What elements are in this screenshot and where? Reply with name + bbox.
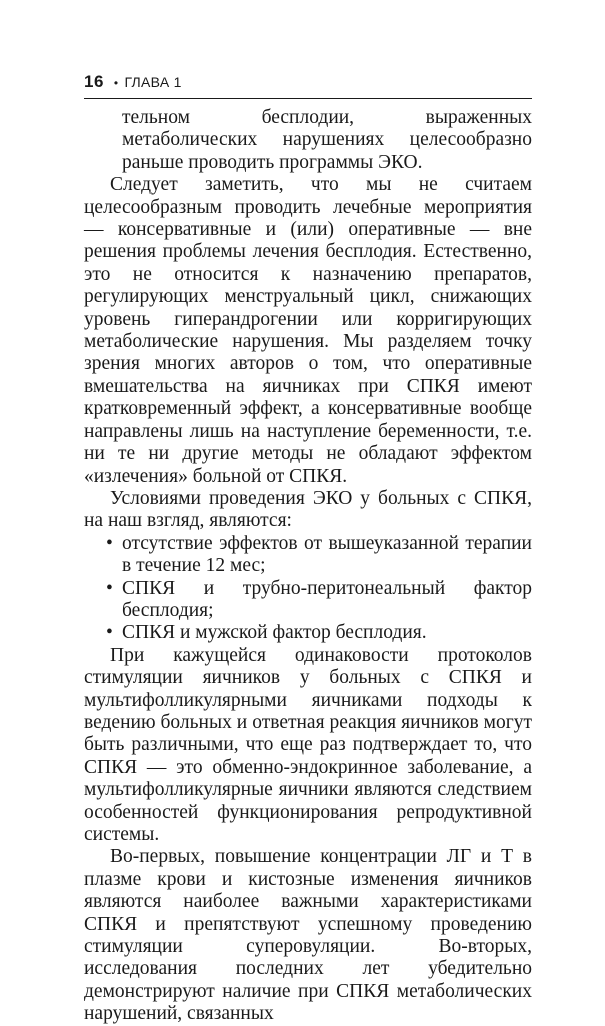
running-head	[84, 72, 532, 96]
paragraph: При кажущейся одинаковости протоколов стимуляции яичников у больных с СПКЯ и мультифолликулярными яичниками подходы к ведению больных и ответная реакция яичников могут быть различными, что еще раз подтверждает то, что СПКЯ — это обменно-эндокринное заболевание, а мультифолликулярные яичники являются следствием особенностей функционирования репродуктивной системы.	[84, 644, 532, 845]
header-bullet: •	[113, 76, 119, 90]
list-item-text: СПКЯ и мужской фактор бесплодия.	[122, 622, 427, 644]
header-rule	[84, 98, 532, 99]
paragraph: Следует заметить, что мы не считаем целесообразным проводить лечебные мероприятия — консервативные и (или) оперативные — вне решения проблемы лечения бесплодия. Естественно, это не относится к назначению препаратов, регулирующих менструальный цикл, снижающих уровень гиперандрогении или корригирующих метаболические нарушения. Мы разделяем точку зрения многих авторов о том, что оперативные вмешательства на яичниках при СПКЯ имеют кратковременный эффект, а консервативные вообще направлены лишь на наступление беременности, т.е. ни те ни другие методы не обладают эффектом «излечения» больной от СПКЯ.	[84, 174, 532, 487]
conditions-list	[84, 533, 532, 645]
page-number: 16	[84, 72, 104, 91]
paragraph-continued: тельном бесплодии, выраженных метаболических нарушениях целесообразно раньше проводить программы ЭКО.	[122, 107, 532, 173]
body-text	[84, 107, 532, 1026]
paragraph: Во-первых, повышение концентрации ЛГ и Т в плазме крови и кистозные изменения яичников являются наиболее важными характеристиками СПКЯ и препятствуют успешному проведению стимуляции суперовуляции. Во-вторых, исследования последних лет убедительно демонстрируют наличие при СПКЯ метаболических нарушений, связанных	[84, 846, 532, 1025]
list-item	[84, 622, 532, 644]
list-bullet: •	[106, 577, 113, 599]
paragraph: Условиями проведения ЭКО у больных с СПКЯ, на наш взгляд, являются:	[84, 487, 532, 532]
list-bullet: •	[106, 622, 113, 644]
book-page	[84, 72, 532, 1026]
list-item	[84, 578, 532, 623]
list-item-text: отсутствие эффектов от вышеуказанной терапии в течение 12 мес;	[122, 532, 532, 577]
list-bullet: •	[106, 532, 113, 554]
chapter-title: ГЛАВА 1	[124, 74, 182, 90]
chapter-label	[114, 74, 182, 90]
list-item	[84, 533, 532, 578]
list-item-text: СПКЯ и трубно-перитонеальный фактор бесплодия;	[122, 577, 532, 621]
